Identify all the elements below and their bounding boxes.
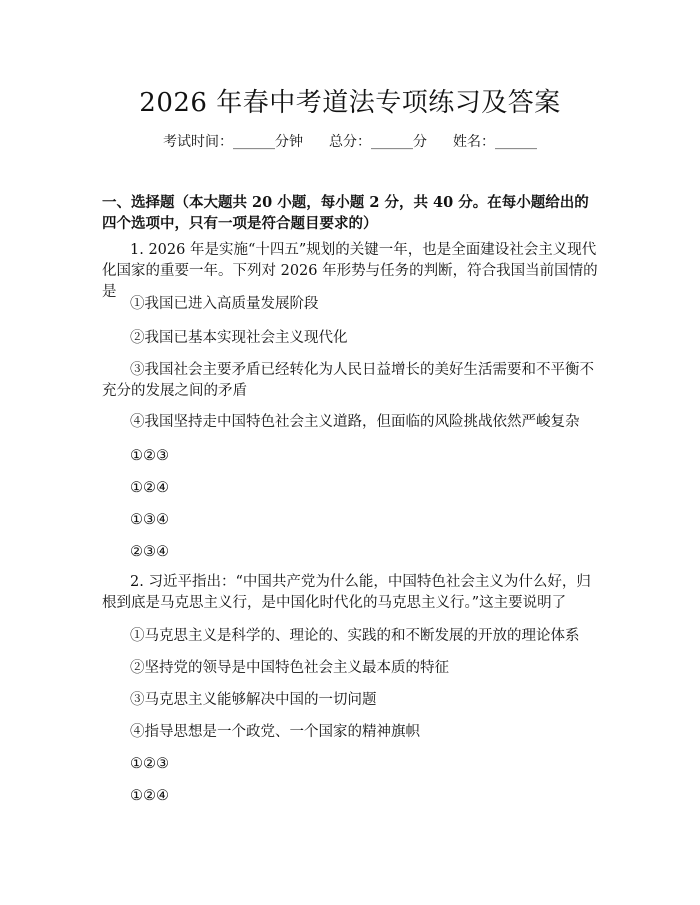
q1-choice-a: ①②③ <box>130 448 169 464</box>
q1-choice-c: ①③④ <box>130 512 169 528</box>
section-heading-multiple-choice: 一、选择题（本大题共 20 小题，每小题 2 分，共 40 分。在每小题给出的四个选项中，只有一项是符合题目要求的） <box>102 194 589 232</box>
question-2-stem: 2. 习近平指出：“中国共产党为什么能，中国特色社会主义为什么好，归根到底是马克思主义行，是中国化时代化的马克思主义行。”这主要说明了 <box>102 574 591 611</box>
total-score-field: 总分：______分 <box>329 134 427 150</box>
exam-info-line <box>0 131 700 151</box>
q1-statement-4: ④我国坚持走中国特色社会主义道路，但面临的风险挑战依然严峻复杂 <box>130 414 580 430</box>
student-name-field: 姓名：______ <box>453 134 537 150</box>
exam-time-field: 考试时间：______分钟 <box>163 134 303 150</box>
q1-statement-2: ②我国已基本实现社会主义现代化 <box>130 330 348 346</box>
question-1-stem: 1. 2026 年是实施“十四五”规划的关键一年，也是全面建设社会主义现代化国家的重要一年。下列对 2026 年形势与任务的判断，符合我国当前国情的是 <box>102 242 598 300</box>
page-title: 2026 年春中考道法专项练习及答案 <box>139 88 561 118</box>
q1-choice-d: ②③④ <box>130 544 169 560</box>
q1-statement-3: ③我国社会主要矛盾已经转化为人民日益增长的美好生活需要和不平衡不充分的发展之间的矛盾 <box>102 362 594 399</box>
q2-statement-3: ③马克思主义能够解决中国的一切问题 <box>130 692 377 708</box>
q2-choice-b: ①②④ <box>130 788 169 804</box>
q2-choice-a: ①②③ <box>130 756 169 772</box>
q1-statement-1: ①我国已进入高质量发展阶段 <box>130 296 319 312</box>
q2-statement-1: ①马克思主义是科学的、理论的、实践的和不断发展的开放的理论体系 <box>130 628 580 644</box>
q1-choice-b: ①②④ <box>130 480 169 496</box>
q2-statement-2: ②坚持党的领导是中国特色社会主义最本质的特征 <box>130 660 449 676</box>
q2-statement-4: ④指导思想是一个政党、一个国家的精神旗帜 <box>130 724 420 740</box>
